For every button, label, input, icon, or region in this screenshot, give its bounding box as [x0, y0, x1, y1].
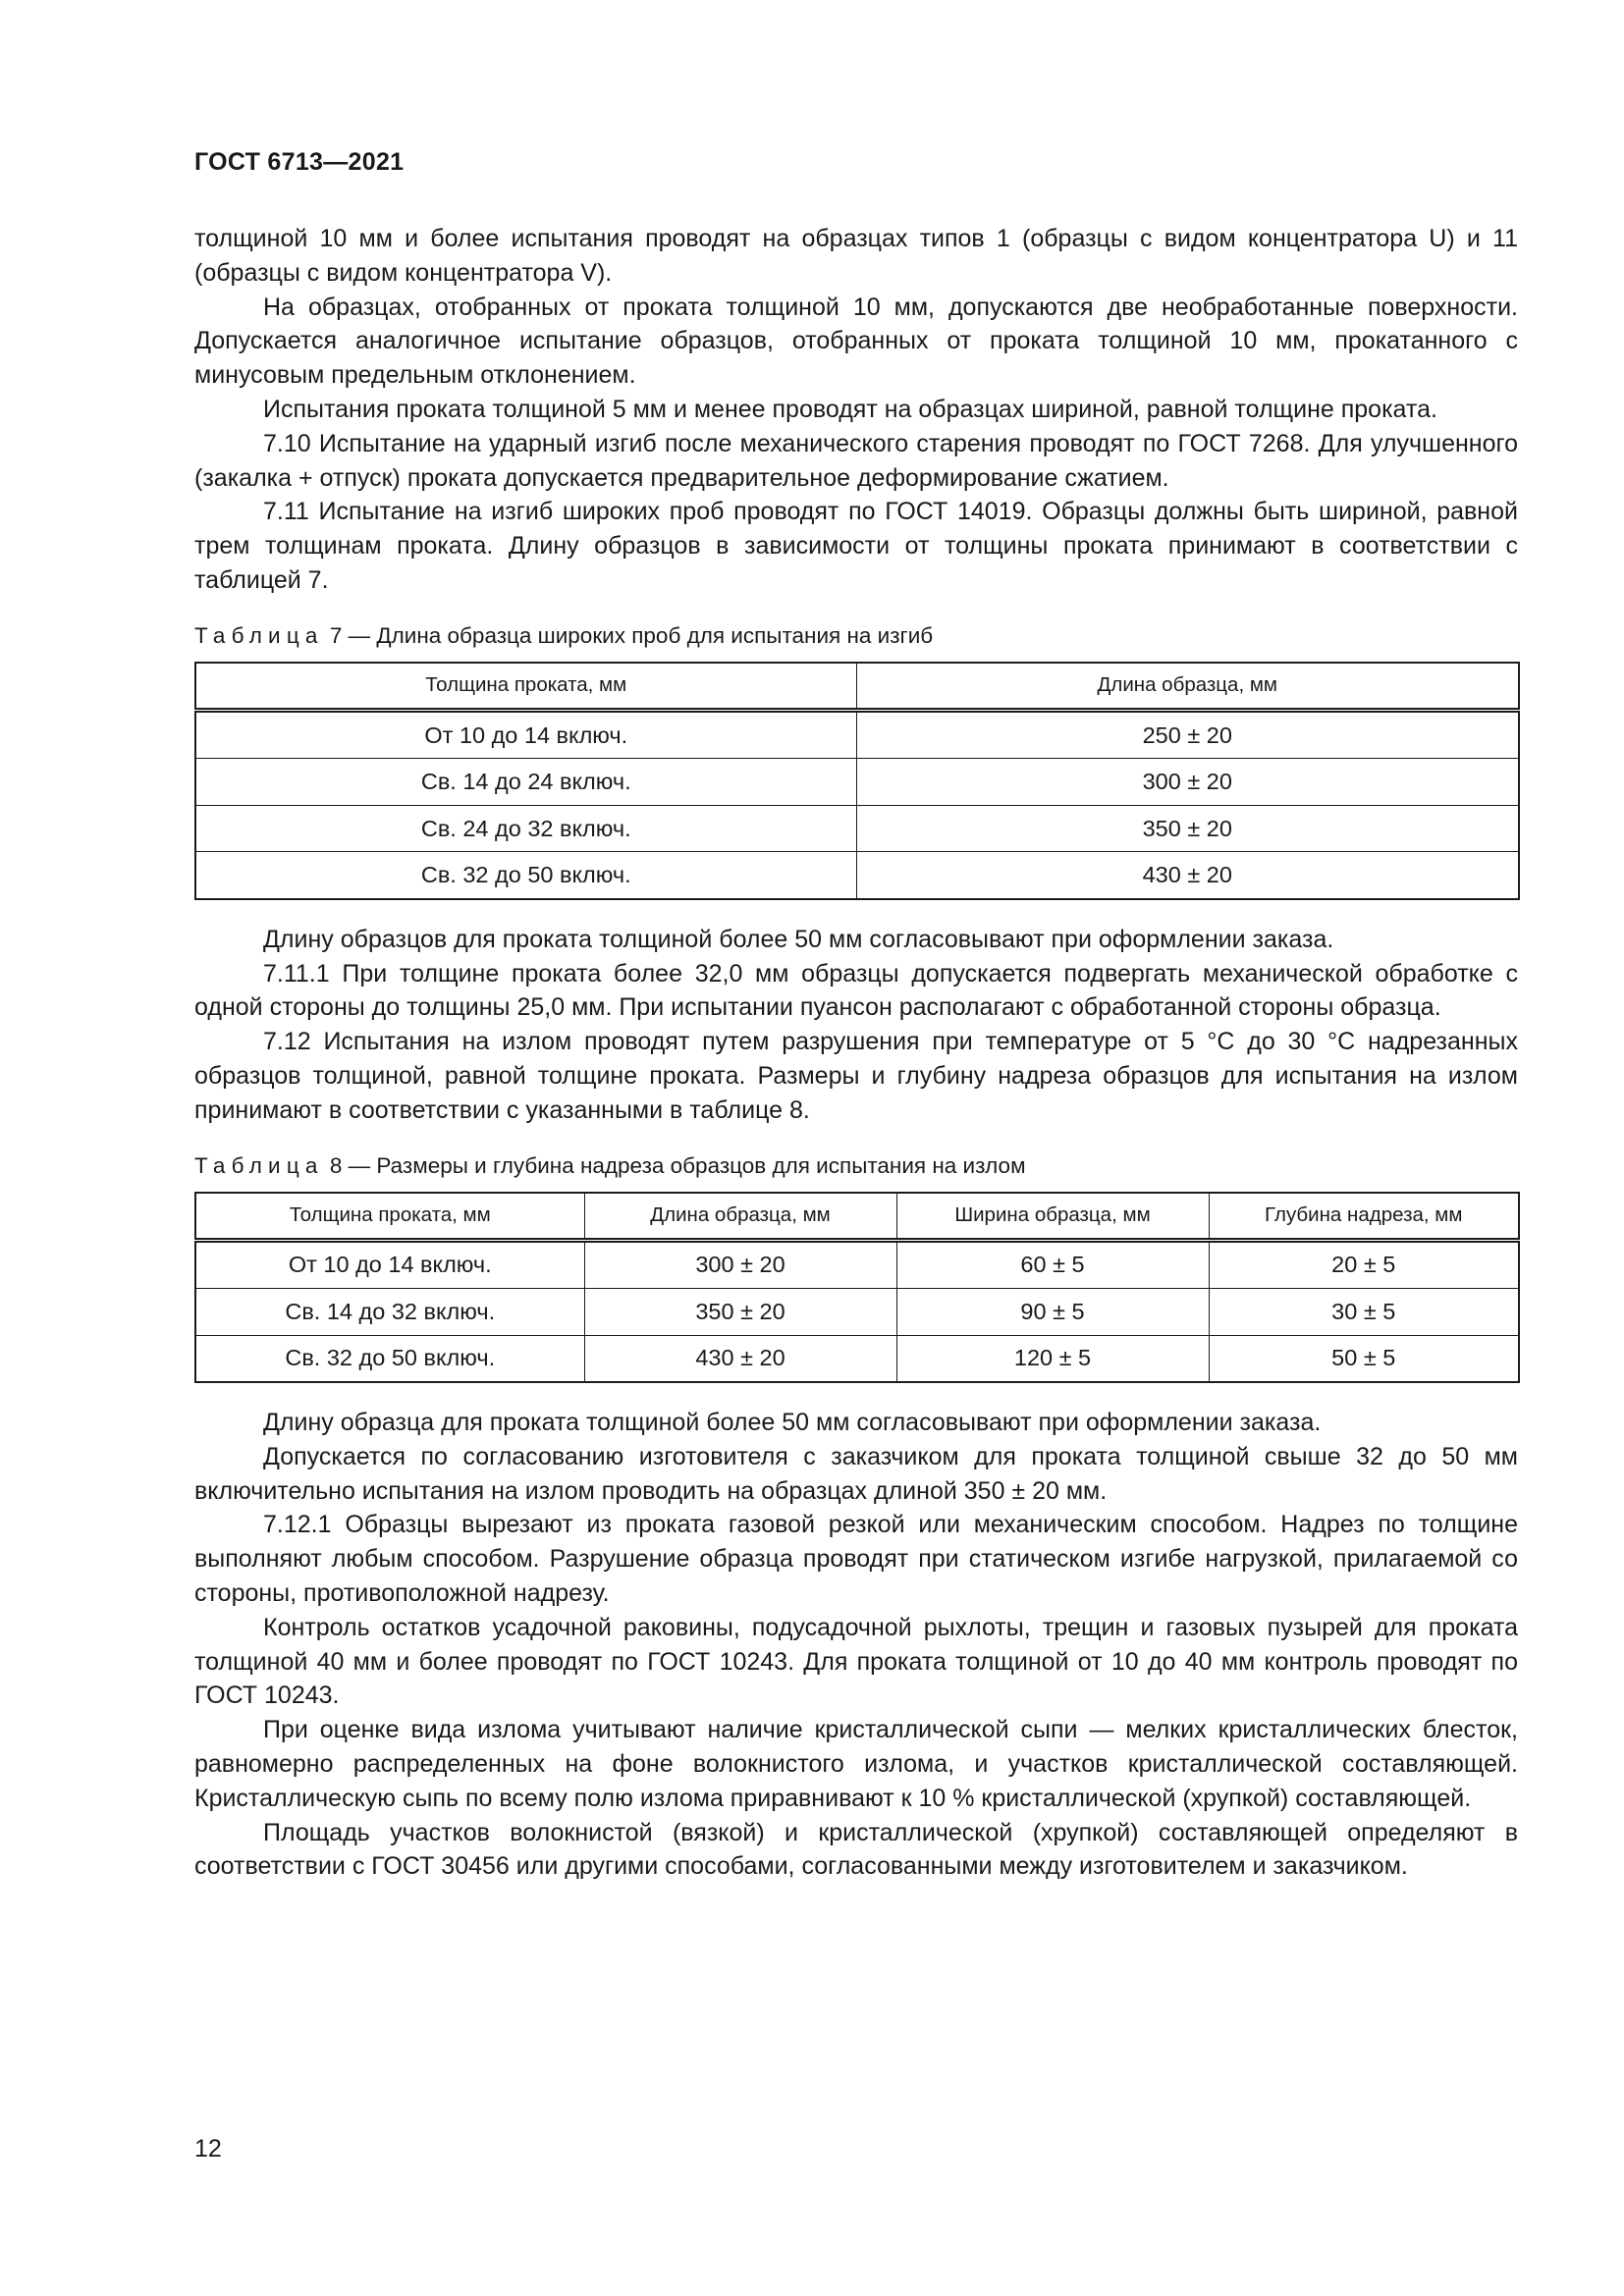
table-cell: 350 ± 20 [584, 1289, 896, 1336]
table8 [194, 1192, 1520, 1384]
table-cell: Св. 32 до 50 включ. [195, 1335, 584, 1382]
paragraph-group-top [194, 222, 1518, 598]
standard-header: ГОСТ 6713—2021 [194, 148, 405, 176]
table-cell: 300 ± 20 [584, 1240, 896, 1289]
paragraph: 7.10 Испытание на ударный изгиб после механического старения проводят по ГОСТ 7268. Для улучшенного (закалка + отпуск) проката допускается предварительное деформирование сжатием. [194, 429, 1518, 492]
table-cell: 430 ± 20 [856, 852, 1519, 899]
table7-caption [194, 621, 1518, 651]
table-header-cell: Длина образца, мм [584, 1193, 896, 1241]
table-row [195, 805, 1519, 852]
paragraph: На образцах, отобранных от проката толщиной 10 мм, допускаются две необработанные поверхности. Допускается аналогичное испытание образцов, отобранных от проката толщиной 10 мм, прокатанного с минусовым предельным отклонением. [194, 293, 1518, 390]
table-header-cell: Глубина надреза, мм [1209, 1193, 1519, 1241]
paragraph: Длину образцов для проката толщиной более 50 мм согласовывают при оформлении заказа. [263, 925, 1334, 953]
table7-caption-title: 7 — Длина образца широких проб для испытания на изгиб [329, 622, 934, 648]
paragraph: Площадь участков волокнистой (вязкой) и кристаллической (хрупкой) составляющей определяют в соответствии с ГОСТ 30456 или другими способами, согласованными между изготовителем и заказчиком. [194, 1818, 1518, 1881]
table7-caption-word: Таблица [194, 622, 324, 648]
paragraph: 7.12.1 Образцы вырезают из проката газовой резкой или механическим способом. Надрез по толщине выполняют любым способом. Разрушение образца проводят при статическом изгибе нагрузкой, прилагаемой со стороны, противоположной надрезу. [194, 1511, 1518, 1608]
table-cell: От 10 до 14 включ. [195, 710, 856, 759]
table-cell: Св. 14 до 24 включ. [195, 759, 856, 806]
table-cell: 350 ± 20 [856, 805, 1519, 852]
table-cell: 50 ± 5 [1209, 1335, 1519, 1382]
table-row [195, 852, 1519, 899]
paragraph-group-middle [194, 923, 1518, 1128]
table-cell: 90 ± 5 [896, 1289, 1209, 1336]
table-cell: 430 ± 20 [584, 1335, 896, 1382]
paragraph: толщиной 10 мм и более испытания проводят на образцах типов 1 (образцы с видом концентратора U) и 11 (образцы с видом концентратора V). [194, 225, 1518, 287]
table-row [195, 1240, 1519, 1289]
paragraph: Допускается по согласованию изготовителя с заказчиком для проката толщиной свыше 32 до 50 мм включительно испытания на излом проводить на образцах длиной 350 ± 20 мм. [194, 1442, 1518, 1505]
table-header-cell: Толщина проката, мм [195, 663, 856, 711]
table-header-cell: Длина образца, мм [856, 663, 1519, 711]
table-row [195, 1289, 1519, 1336]
table8-body [195, 1240, 1519, 1382]
table8-caption-word: Таблица [194, 1152, 324, 1178]
table-row [195, 710, 1519, 759]
table7-body [195, 710, 1519, 899]
table-cell: 30 ± 5 [1209, 1289, 1519, 1336]
table-cell: Св. 32 до 50 включ. [195, 852, 856, 899]
paragraph-group-bottom [194, 1406, 1518, 1884]
table-cell: Св. 24 до 32 включ. [195, 805, 856, 852]
table-cell: 20 ± 5 [1209, 1240, 1519, 1289]
paragraph: Контроль остатков усадочной раковины, подусадочной рыхлоты, трещин и газовых пузырей для проката толщиной 40 мм и более проводят по ГОСТ 10243. Для проката толщиной от 10 до 40 мм контроль проводят по ГОСТ 10243. [194, 1613, 1518, 1710]
table7-header-row [195, 663, 1519, 711]
table-cell: 250 ± 20 [856, 710, 1519, 759]
paragraph: 7.11 Испытание на изгиб широких проб проводят по ГОСТ 14019. Образцы должны быть шириной, равной трем толщинам проката. Длину образцов в зависимости от толщины проката принимают в соответствии с таблицей 7. [194, 498, 1518, 594]
paragraph: 7.11.1 При толщине проката более 32,0 мм образцы допускается подвергать механической обработке с одной стороны до толщины 25,0 мм. При испытании пуансон располагают с обработанной стороны образца. [194, 959, 1518, 1022]
table-row [195, 759, 1519, 806]
table-header-cell: Толщина проката, мм [195, 1193, 584, 1241]
paragraph: При оценке вида излома учитывают наличие кристаллической сыпи — мелких кристаллических блесток, равномерно распределенных на фоне волокнистого излома, и участков кристаллической составляющей. Кристаллическую сыпь по всему полю излома приравнивают к 10 % кристаллической (хрупкой) составляющей. [194, 1716, 1518, 1812]
table8-caption-title: 8 — Размеры и глубина надреза образцов для испытания на излом [329, 1152, 1026, 1178]
paragraph: Длину образца для проката толщиной более 50 мм согласовывают при оформлении заказа. [263, 1409, 1322, 1437]
table8-header-row [195, 1193, 1519, 1241]
table-row [195, 1335, 1519, 1382]
table8-caption [194, 1151, 1518, 1181]
page-number: 12 [194, 2135, 222, 2163]
table-header-cell: Ширина образца, мм [896, 1193, 1209, 1241]
table-cell: 120 ± 5 [896, 1335, 1209, 1382]
paragraph: Испытания проката толщиной 5 мм и менее проводят на образцах шириной, равной толщине проката. [263, 395, 1437, 423]
table-cell: 60 ± 5 [896, 1240, 1209, 1289]
paragraph: 7.12 Испытания на излом проводят путем разрушения при температуре от 5 °С до 30 °С надрезанных образцов толщиной, равной толщине проката. Размеры и глубину надреза образцов для испытания на излом принимают в соответствии с указанными в таблице 8. [194, 1028, 1518, 1124]
table-cell: Св. 14 до 32 включ. [195, 1289, 584, 1336]
table-cell: От 10 до 14 включ. [195, 1240, 584, 1289]
table7 [194, 662, 1520, 900]
table-cell: 300 ± 20 [856, 759, 1519, 806]
document-body [194, 222, 1518, 1884]
